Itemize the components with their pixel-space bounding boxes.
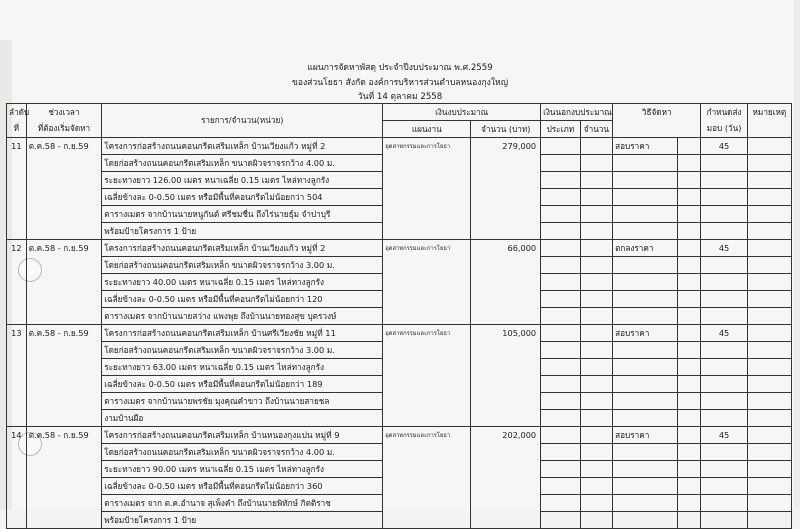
header-seq-2: ที่ bbox=[7, 121, 27, 138]
header-extra-budget: เงินนอกงบประมาณ bbox=[541, 104, 613, 121]
cell-method bbox=[613, 342, 678, 359]
cell-spacer bbox=[678, 291, 701, 308]
document-title: แผนการจัดหาพัสดุ ประจำปีงบประมาณ พ.ศ.2559 bbox=[307, 63, 493, 73]
cell-method bbox=[613, 189, 678, 206]
table-row-detail bbox=[7, 393, 792, 410]
cell-budget-amount: 202,000 bbox=[471, 427, 541, 444]
cell-spacer bbox=[678, 478, 701, 495]
header-amount: จำนวน (บาท) bbox=[471, 121, 541, 138]
cell-extra-amount bbox=[580, 189, 613, 206]
cell-project-detail: ตารางเมตร จากบ้านนายหนูกันต์ ศรีชมชื่น ถึงไร่นายธุ์ม จำปาบุรี bbox=[102, 206, 383, 223]
header-seq: ลำดับ bbox=[7, 104, 27, 121]
cell-days bbox=[701, 155, 747, 172]
cell-extra-amount bbox=[580, 512, 613, 529]
table-row-detail bbox=[7, 444, 792, 461]
cell-budget-amount bbox=[471, 359, 541, 376]
procurement-table bbox=[6, 103, 792, 529]
cell-days bbox=[701, 410, 747, 427]
cell-period bbox=[26, 308, 101, 325]
table-row-detail bbox=[7, 376, 792, 393]
cell-project-detail: โดยก่อสร้างถนนคอนกรีตเสริมเหล็ก ขนาดผิวจราจรกว้าง 4.00 ม. bbox=[102, 444, 383, 461]
cell-extra-amount bbox=[580, 444, 613, 461]
cell-spacer bbox=[678, 257, 701, 274]
cell-spacer bbox=[678, 376, 701, 393]
cell-project-detail: ระยะทางยาว 90.00 เมตร หนาเฉลี่ย 0.15 เมตร ไหล่ทางลูกรัง bbox=[102, 461, 383, 478]
cell-extra-type bbox=[541, 478, 580, 495]
cell-project-detail: ระยะทางยาว 126.00 เมตร หนาเฉลี่ย 0.15 เมตร ไหล่ทางลูกรัง bbox=[102, 172, 383, 189]
header-plan: แผนงาน bbox=[383, 121, 471, 138]
cell-spacer bbox=[678, 495, 701, 512]
cell-spacer bbox=[678, 138, 701, 155]
document-subtitle: ของส่วนโยธา สังกัด องค์การบริหารส่วนตำบลหนองกุงใหญ่ bbox=[291, 78, 509, 88]
table-row-detail bbox=[7, 206, 792, 223]
cell-budget-plan bbox=[383, 444, 471, 461]
cell-project-detail: เฉลี่ยข้างละ 0-0.50 เมตร หรือมีพื้นที่คอนกรีตไม่น้อยกว่า 189 bbox=[102, 376, 383, 393]
cell-period: ต.ค.58 - ก.ย.59 bbox=[26, 325, 101, 342]
cell-budget-plan: อุตสาหกรรมและการโยธา bbox=[383, 427, 471, 444]
cell-no bbox=[7, 291, 27, 308]
header-budget: เงินงบประมาณ bbox=[383, 104, 541, 121]
cell-period bbox=[26, 495, 101, 512]
cell-project-detail: ตารางเมตร จากบ้านนายพรชัย มุงคุณคำขาว ถึงบ้านนายสายชล bbox=[102, 393, 383, 410]
cell-days bbox=[701, 172, 747, 189]
cell-spacer bbox=[678, 461, 701, 478]
cell-days bbox=[701, 393, 747, 410]
cell-days bbox=[701, 359, 747, 376]
cell-budget-plan bbox=[383, 376, 471, 393]
cell-method: สอบราคา bbox=[613, 138, 678, 155]
cell-extra-type bbox=[541, 393, 580, 410]
table-row-detail bbox=[7, 274, 792, 291]
table-row bbox=[7, 325, 792, 342]
cell-budget-amount bbox=[471, 478, 541, 495]
cell-budget-plan bbox=[383, 359, 471, 376]
cell-note bbox=[747, 512, 791, 529]
cell-budget-amount bbox=[471, 308, 541, 325]
table-row-detail bbox=[7, 308, 792, 325]
cell-period bbox=[26, 410, 101, 427]
cell-days bbox=[701, 478, 747, 495]
cell-extra-type bbox=[541, 410, 580, 427]
cell-project-detail: ระยะทางยาว 40.00 เมตร หนาเฉลี่ย 0.15 เมตร ไหล่ทางลูกรัง bbox=[102, 274, 383, 291]
cell-budget-plan bbox=[383, 206, 471, 223]
cell-note bbox=[747, 410, 791, 427]
cell-extra-amount bbox=[580, 223, 613, 240]
cell-note bbox=[747, 189, 791, 206]
cell-spacer bbox=[678, 189, 701, 206]
cell-budget-plan: อุตสาหกรรมและการโยธา bbox=[383, 240, 471, 257]
header-note-2 bbox=[747, 121, 791, 138]
cell-project-detail: เฉลี่ยข้างละ 0-0.50 เมตร หรือมีพื้นที่คอนกรีตไม่น้อยกว่า 120 bbox=[102, 291, 383, 308]
cell-budget-plan bbox=[383, 257, 471, 274]
cell-budget-amount bbox=[471, 512, 541, 529]
cell-extra-amount bbox=[580, 274, 613, 291]
cell-no bbox=[7, 308, 27, 325]
cell-period bbox=[26, 461, 101, 478]
cell-period bbox=[26, 512, 101, 529]
cell-extra-type bbox=[541, 206, 580, 223]
cell-spacer bbox=[678, 342, 701, 359]
cell-note bbox=[747, 478, 791, 495]
cell-method bbox=[613, 172, 678, 189]
cell-extra-amount bbox=[580, 342, 613, 359]
cell-days bbox=[701, 223, 747, 240]
cell-extra-type bbox=[541, 512, 580, 529]
cell-extra-type bbox=[541, 189, 580, 206]
cell-method: สอบราคา bbox=[613, 427, 678, 444]
table-row bbox=[7, 138, 792, 155]
cell-extra-amount bbox=[580, 240, 613, 257]
table-row-detail bbox=[7, 495, 792, 512]
cell-budget-plan bbox=[383, 478, 471, 495]
table-row bbox=[7, 240, 792, 257]
cell-extra-amount bbox=[580, 461, 613, 478]
cell-period bbox=[26, 393, 101, 410]
cell-spacer bbox=[678, 325, 701, 342]
cell-period bbox=[26, 274, 101, 291]
cell-note bbox=[747, 291, 791, 308]
cell-no bbox=[7, 172, 27, 189]
cell-days bbox=[701, 376, 747, 393]
cell-project-detail: โดยก่อสร้างถนนคอนกรีตเสริมเหล็ก ขนาดผิวจราจรกว้าง 4.00 ม. bbox=[102, 155, 383, 172]
cell-extra-type bbox=[541, 240, 580, 257]
cell-days: 45 bbox=[701, 240, 747, 257]
cell-extra-type bbox=[541, 308, 580, 325]
cell-extra-type bbox=[541, 427, 580, 444]
cell-budget-amount bbox=[471, 291, 541, 308]
table-row-detail bbox=[7, 257, 792, 274]
cell-extra-amount bbox=[580, 291, 613, 308]
cell-extra-type bbox=[541, 342, 580, 359]
cell-extra-amount bbox=[580, 410, 613, 427]
cell-budget-amount bbox=[471, 461, 541, 478]
cell-note bbox=[747, 427, 791, 444]
cell-project-detail: โดยก่อสร้างถนนคอนกรีตเสริมเหล็ก ขนาดผิวจราจรกว้าง 3.00 ม. bbox=[102, 342, 383, 359]
cell-project-detail: พร้อมป้ายโครงการ 1 ป้าย bbox=[102, 223, 383, 240]
header-method: วิธีจัดหา bbox=[613, 104, 701, 121]
cell-extra-type bbox=[541, 138, 580, 155]
cell-extra-amount bbox=[580, 495, 613, 512]
cell-note bbox=[747, 172, 791, 189]
cell-extra-amount bbox=[580, 478, 613, 495]
cell-budget-amount bbox=[471, 393, 541, 410]
cell-project-title: โครงการก่อสร้างถนนคอนกรีตเสริมเหล็ก บ้านเวียงแก้ว หมู่ที่ 2 bbox=[102, 240, 383, 257]
cell-budget-amount bbox=[471, 444, 541, 461]
cell-period bbox=[26, 342, 101, 359]
cell-period bbox=[26, 257, 101, 274]
cell-budget-amount: 66,000 bbox=[471, 240, 541, 257]
cell-spacer bbox=[678, 393, 701, 410]
cell-note bbox=[747, 274, 791, 291]
cell-days: 45 bbox=[701, 325, 747, 342]
header-extra-amount bbox=[580, 121, 613, 138]
cell-budget-amount bbox=[471, 172, 541, 189]
cell-extra-amount bbox=[580, 376, 613, 393]
cell-budget-plan: อุตสาหกรรมและการโยธา bbox=[383, 325, 471, 342]
cell-extra-amount bbox=[580, 308, 613, 325]
cell-note bbox=[747, 308, 791, 325]
table-row-detail bbox=[7, 172, 792, 189]
cell-no bbox=[7, 393, 27, 410]
cell-budget-plan bbox=[383, 223, 471, 240]
table-row-detail bbox=[7, 359, 792, 376]
cell-note bbox=[747, 325, 791, 342]
cell-method bbox=[613, 223, 678, 240]
cell-method bbox=[613, 512, 678, 529]
header-method-2 bbox=[613, 121, 701, 138]
cell-spacer bbox=[678, 274, 701, 291]
cell-note bbox=[747, 359, 791, 376]
cell-note bbox=[747, 223, 791, 240]
cell-days bbox=[701, 342, 747, 359]
cell-budget-plan bbox=[383, 342, 471, 359]
cell-note bbox=[747, 461, 791, 478]
cell-no bbox=[7, 495, 27, 512]
cell-no bbox=[7, 155, 27, 172]
cell-note bbox=[747, 257, 791, 274]
cell-extra-type bbox=[541, 444, 580, 461]
cell-project-detail: ระยะทางยาว 63.00 เมตร หนาเฉลี่ย 0.15 เมตร ไหล่ทางลูกรัง bbox=[102, 359, 383, 376]
cell-days: 45 bbox=[701, 427, 747, 444]
cell-spacer bbox=[678, 155, 701, 172]
cell-no: 12 bbox=[7, 240, 27, 257]
cell-no: 13 bbox=[7, 325, 27, 342]
cell-method bbox=[613, 291, 678, 308]
cell-budget-plan bbox=[383, 495, 471, 512]
cell-budget-plan bbox=[383, 410, 471, 427]
cell-spacer bbox=[678, 359, 701, 376]
table-row-detail bbox=[7, 223, 792, 240]
cell-budget-amount: 279,000 bbox=[471, 138, 541, 155]
cell-extra-amount bbox=[580, 138, 613, 155]
cell-budget-plan bbox=[383, 189, 471, 206]
document-date: วันที่ 14 ตุลาคม 2558 bbox=[357, 92, 443, 102]
cell-project-detail: ตารางเมตร จากบ้านนายสว่าง แพงพุย ถึงบ้านนายทองสุข บุตรวงษ์ bbox=[102, 308, 383, 325]
cell-method bbox=[613, 495, 678, 512]
cell-extra-type bbox=[541, 325, 580, 342]
cell-period bbox=[26, 155, 101, 172]
cell-extra-type bbox=[541, 155, 580, 172]
cell-days bbox=[701, 189, 747, 206]
cell-days bbox=[701, 495, 747, 512]
cell-no bbox=[7, 342, 27, 359]
cell-note bbox=[747, 495, 791, 512]
cell-method bbox=[613, 274, 678, 291]
cell-extra-amount bbox=[580, 257, 613, 274]
cell-extra-amount bbox=[580, 427, 613, 444]
cell-method bbox=[613, 410, 678, 427]
cell-extra-amount bbox=[580, 393, 613, 410]
cell-project-detail: ตารางเมตร จาก ต.ค.อำนาจ สุเพ็งคำ ถึงบ้านนายพิทักษ์ กิตติราช bbox=[102, 495, 383, 512]
cell-spacer bbox=[678, 223, 701, 240]
header-period-2: ที่ต้องเริ่มจัดหา bbox=[26, 121, 101, 138]
cell-budget-plan bbox=[383, 172, 471, 189]
cell-no bbox=[7, 274, 27, 291]
cell-spacer bbox=[678, 308, 701, 325]
cell-note bbox=[747, 240, 791, 257]
cell-no bbox=[7, 189, 27, 206]
table-header-row bbox=[7, 104, 792, 121]
cell-project-detail: งามบ้านผือ bbox=[102, 410, 383, 427]
cell-method bbox=[613, 257, 678, 274]
cell-no bbox=[7, 461, 27, 478]
cell-method bbox=[613, 444, 678, 461]
table-row-detail bbox=[7, 342, 792, 359]
cell-period bbox=[26, 376, 101, 393]
cell-spacer bbox=[678, 172, 701, 189]
cell-period bbox=[26, 189, 101, 206]
cell-period bbox=[26, 478, 101, 495]
cell-spacer bbox=[678, 512, 701, 529]
cell-period bbox=[26, 359, 101, 376]
cell-method bbox=[613, 206, 678, 223]
cell-project-title: โครงการก่อสร้างถนนคอนกรีตเสริมเหล็ก บ้านศรีเวียงชัย หมู่ที่ 11 bbox=[102, 325, 383, 342]
cell-budget-amount bbox=[471, 257, 541, 274]
cell-extra-amount bbox=[580, 155, 613, 172]
cell-extra-amount bbox=[580, 206, 613, 223]
cell-days: 45 bbox=[701, 138, 747, 155]
cell-budget-amount bbox=[471, 495, 541, 512]
cell-budget-plan bbox=[383, 308, 471, 325]
cell-budget-amount bbox=[471, 206, 541, 223]
table-row-detail bbox=[7, 291, 792, 308]
cell-days bbox=[701, 291, 747, 308]
cell-no bbox=[7, 223, 27, 240]
cell-note bbox=[747, 206, 791, 223]
cell-extra-type bbox=[541, 359, 580, 376]
cell-no bbox=[7, 478, 27, 495]
cell-project-title: โครงการก่อสร้างถนนคอนกรีตเสริมเหล็ก บ้านหนองกุงแปน หมู่ที่ 9 bbox=[102, 427, 383, 444]
cell-extra-amount bbox=[580, 359, 613, 376]
cell-period: ต.ค.58 - ก.ย.59 bbox=[26, 427, 101, 444]
header-period: ช่วงเวลา bbox=[26, 104, 101, 121]
cell-budget-plan bbox=[383, 393, 471, 410]
cell-days bbox=[701, 257, 747, 274]
cell-extra-amount bbox=[580, 172, 613, 189]
cell-project-detail: พร้อมป้ายโครงการ 1 ป้าย bbox=[102, 512, 383, 529]
cell-spacer bbox=[678, 240, 701, 257]
cell-no bbox=[7, 206, 27, 223]
cell-extra-type bbox=[541, 223, 580, 240]
cell-budget-plan bbox=[383, 291, 471, 308]
cell-method bbox=[613, 359, 678, 376]
cell-project-detail: เฉลี่ยข้างละ 0-0.50 เมตร หรือมีพื้นที่คอนกรีตไม่น้อยกว่า 360 bbox=[102, 478, 383, 495]
cell-period bbox=[26, 444, 101, 461]
cell-extra-amount bbox=[580, 325, 613, 342]
table-row-detail bbox=[7, 410, 792, 427]
header-item: รายการ/จำนวน(หน่วย) bbox=[102, 104, 383, 138]
header-deadline-2: มอบ (วัน) bbox=[701, 121, 747, 138]
cell-note bbox=[747, 138, 791, 155]
cell-method bbox=[613, 308, 678, 325]
cell-period bbox=[26, 206, 101, 223]
cell-budget-amount bbox=[471, 274, 541, 291]
cell-period bbox=[26, 291, 101, 308]
header-deadline: กำหนดส่ง bbox=[701, 104, 747, 121]
cell-budget-plan: อุตสาหกรรมและการโยธา bbox=[383, 138, 471, 155]
cell-spacer bbox=[678, 206, 701, 223]
cell-no bbox=[7, 257, 27, 274]
cell-extra-type bbox=[541, 291, 580, 308]
cell-method bbox=[613, 376, 678, 393]
cell-project-title: โครงการก่อสร้างถนนคอนกรีตเสริมเหล็ก บ้านเวียงแก้ว หมู่ที่ 2 bbox=[102, 138, 383, 155]
header-note: หมายเหตุ bbox=[747, 104, 791, 121]
cell-spacer bbox=[678, 410, 701, 427]
cell-budget-amount bbox=[471, 410, 541, 427]
table-row bbox=[7, 427, 792, 444]
table-row-detail bbox=[7, 189, 792, 206]
cell-note bbox=[747, 393, 791, 410]
cell-no: 11 bbox=[7, 138, 27, 155]
cell-note bbox=[747, 376, 791, 393]
table-row-detail bbox=[7, 461, 792, 478]
cell-note bbox=[747, 342, 791, 359]
cell-days bbox=[701, 444, 747, 461]
cell-period bbox=[26, 172, 101, 189]
cell-extra-type bbox=[541, 172, 580, 189]
cell-budget-amount: 105,000 bbox=[471, 325, 541, 342]
cell-days bbox=[701, 512, 747, 529]
cell-days bbox=[701, 206, 747, 223]
cell-note bbox=[747, 444, 791, 461]
cell-method: ตกลงราคา bbox=[613, 240, 678, 257]
cell-no bbox=[7, 444, 27, 461]
table-row-detail bbox=[7, 478, 792, 495]
cell-spacer bbox=[678, 444, 701, 461]
cell-method bbox=[613, 155, 678, 172]
cell-budget-amount bbox=[471, 155, 541, 172]
cell-method bbox=[613, 478, 678, 495]
cell-no bbox=[7, 410, 27, 427]
cell-no: 14 bbox=[7, 427, 27, 444]
cell-budget-amount bbox=[471, 376, 541, 393]
cell-period bbox=[26, 223, 101, 240]
cell-extra-type bbox=[541, 495, 580, 512]
header-extra-amount-label: จำนวน bbox=[583, 123, 609, 134]
cell-project-detail: เฉลี่ยข้างละ 0-0.50 เมตร หรือมีพื้นที่คอนกรีตไม่น้อยกว่า 504 bbox=[102, 189, 383, 206]
cell-days bbox=[701, 308, 747, 325]
cell-budget-amount bbox=[471, 342, 541, 359]
cell-project-detail: โดยก่อสร้างถนนคอนกรีตเสริมเหล็ก ขนาดผิวจราจรกว้าง 3.00 ม. bbox=[102, 257, 383, 274]
cell-method: สอบราคา bbox=[613, 325, 678, 342]
cell-note bbox=[747, 155, 791, 172]
cell-budget-plan bbox=[383, 274, 471, 291]
cell-extra-type bbox=[541, 461, 580, 478]
cell-extra-type bbox=[541, 257, 580, 274]
cell-period: ต.ค.58 - ก.ย.59 bbox=[26, 240, 101, 257]
cell-budget-amount bbox=[471, 189, 541, 206]
table-row-detail bbox=[7, 155, 792, 172]
cell-method bbox=[613, 461, 678, 478]
cell-spacer bbox=[678, 427, 701, 444]
cell-no bbox=[7, 359, 27, 376]
cell-method bbox=[613, 393, 678, 410]
cell-budget-plan bbox=[383, 512, 471, 529]
cell-period: ต.ค.58 - ก.ย.59 bbox=[26, 138, 101, 155]
cell-budget-plan bbox=[383, 155, 471, 172]
cell-extra-type bbox=[541, 274, 580, 291]
table-row-detail bbox=[7, 512, 792, 529]
cell-days bbox=[701, 274, 747, 291]
cell-no bbox=[7, 512, 27, 529]
header-extra-type: ประเภท bbox=[541, 121, 580, 138]
cell-extra-type bbox=[541, 376, 580, 393]
cell-days bbox=[701, 461, 747, 478]
cell-budget-plan bbox=[383, 461, 471, 478]
cell-no bbox=[7, 376, 27, 393]
cell-budget-amount bbox=[471, 223, 541, 240]
